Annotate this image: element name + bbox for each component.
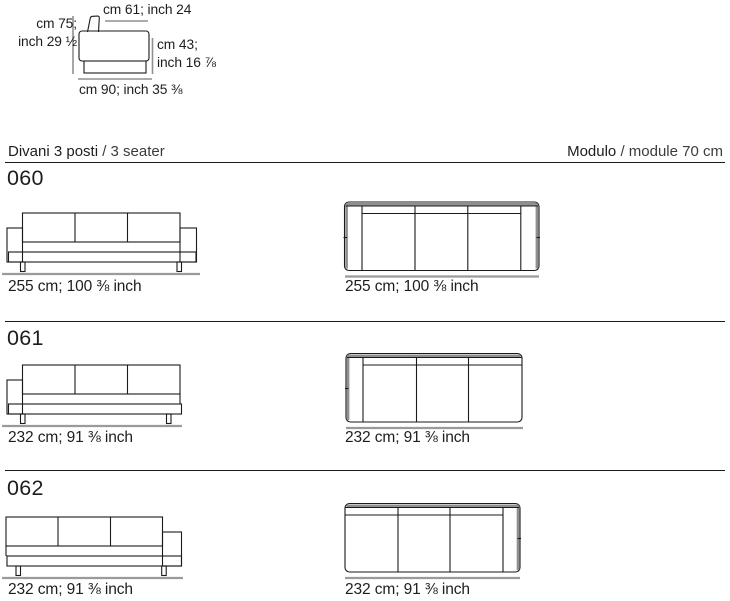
dimension-label-seat-height-cm: cm 43; bbox=[157, 37, 198, 52]
section-code-062: 062 bbox=[7, 476, 44, 500]
leg bbox=[177, 262, 182, 272]
backrest-shape bbox=[88, 16, 100, 32]
sofa-top-view-060 bbox=[342, 199, 542, 281]
leg bbox=[162, 566, 167, 576]
module-info bbox=[567, 143, 723, 160]
dimension-label-seat-height bbox=[157, 36, 216, 71]
sofa-front-view-060 bbox=[2, 210, 205, 276]
sofa-top-view-061 bbox=[342, 351, 542, 433]
series-title-italian: Divani 3 posti bbox=[8, 143, 99, 160]
seat-body bbox=[79, 31, 149, 61]
leg bbox=[167, 414, 172, 424]
base bbox=[9, 252, 197, 262]
base-platform bbox=[84, 61, 146, 73]
dimension-label-height-cm: cm 75; bbox=[36, 16, 77, 31]
section-divider bbox=[5, 321, 725, 322]
series-title bbox=[8, 143, 165, 160]
left-arm bbox=[7, 380, 23, 414]
header-divider bbox=[5, 162, 725, 163]
left-arm bbox=[7, 228, 23, 262]
series-title-english: / 3 seater bbox=[98, 143, 165, 160]
section-divider bbox=[5, 470, 725, 471]
sofa-top-view-062 bbox=[342, 501, 542, 583]
dimension-label-seat-depth: cm 61; inch 24 bbox=[103, 2, 192, 17]
right-arm bbox=[163, 532, 182, 566]
width-label-061-top: 232 cm; 91 ⅜ inch bbox=[345, 429, 470, 446]
outline bbox=[345, 504, 520, 573]
back-cushions bbox=[6, 517, 163, 546]
dimension-label-height bbox=[0, 15, 77, 50]
section-code-060: 060 bbox=[7, 166, 44, 190]
back-cushions bbox=[23, 213, 181, 242]
width-label-062-top: 232 cm; 91 ⅜ inch bbox=[345, 581, 470, 598]
sofa-front-view-062 bbox=[2, 514, 205, 580]
right-arm bbox=[180, 228, 197, 262]
width-label-062-front: 232 cm; 91 ⅜ inch bbox=[8, 581, 133, 598]
outline bbox=[346, 354, 522, 423]
outline bbox=[345, 202, 540, 271]
width-label-061-front: 232 cm; 91 ⅜ inch bbox=[8, 429, 133, 446]
dimension-label-depth: cm 90; inch 35 ⅜ bbox=[79, 82, 183, 97]
back-cushions bbox=[23, 365, 181, 394]
dimension-label-seat-height-inch: inch 16 ⅞ bbox=[157, 54, 216, 70]
sofa-front-view-061 bbox=[2, 362, 205, 428]
width-label-060-front: 255 cm; 100 ⅜ inch bbox=[8, 278, 142, 295]
base bbox=[7, 556, 182, 566]
leg bbox=[21, 414, 26, 424]
side-view-dimension-diagram bbox=[0, 0, 240, 105]
section-code-061: 061 bbox=[7, 326, 44, 350]
module-info-italian: Modulo bbox=[567, 143, 617, 160]
leg bbox=[21, 262, 26, 272]
sofa-side-view-drawing bbox=[68, 8, 168, 83]
dimension-label-height-inch: inch 29 ½ bbox=[18, 33, 77, 49]
base bbox=[9, 404, 182, 414]
width-label-060-top: 255 cm; 100 ⅜ inch bbox=[345, 278, 479, 295]
leg bbox=[16, 566, 21, 576]
module-info-english: / module 70 cm bbox=[616, 143, 723, 160]
